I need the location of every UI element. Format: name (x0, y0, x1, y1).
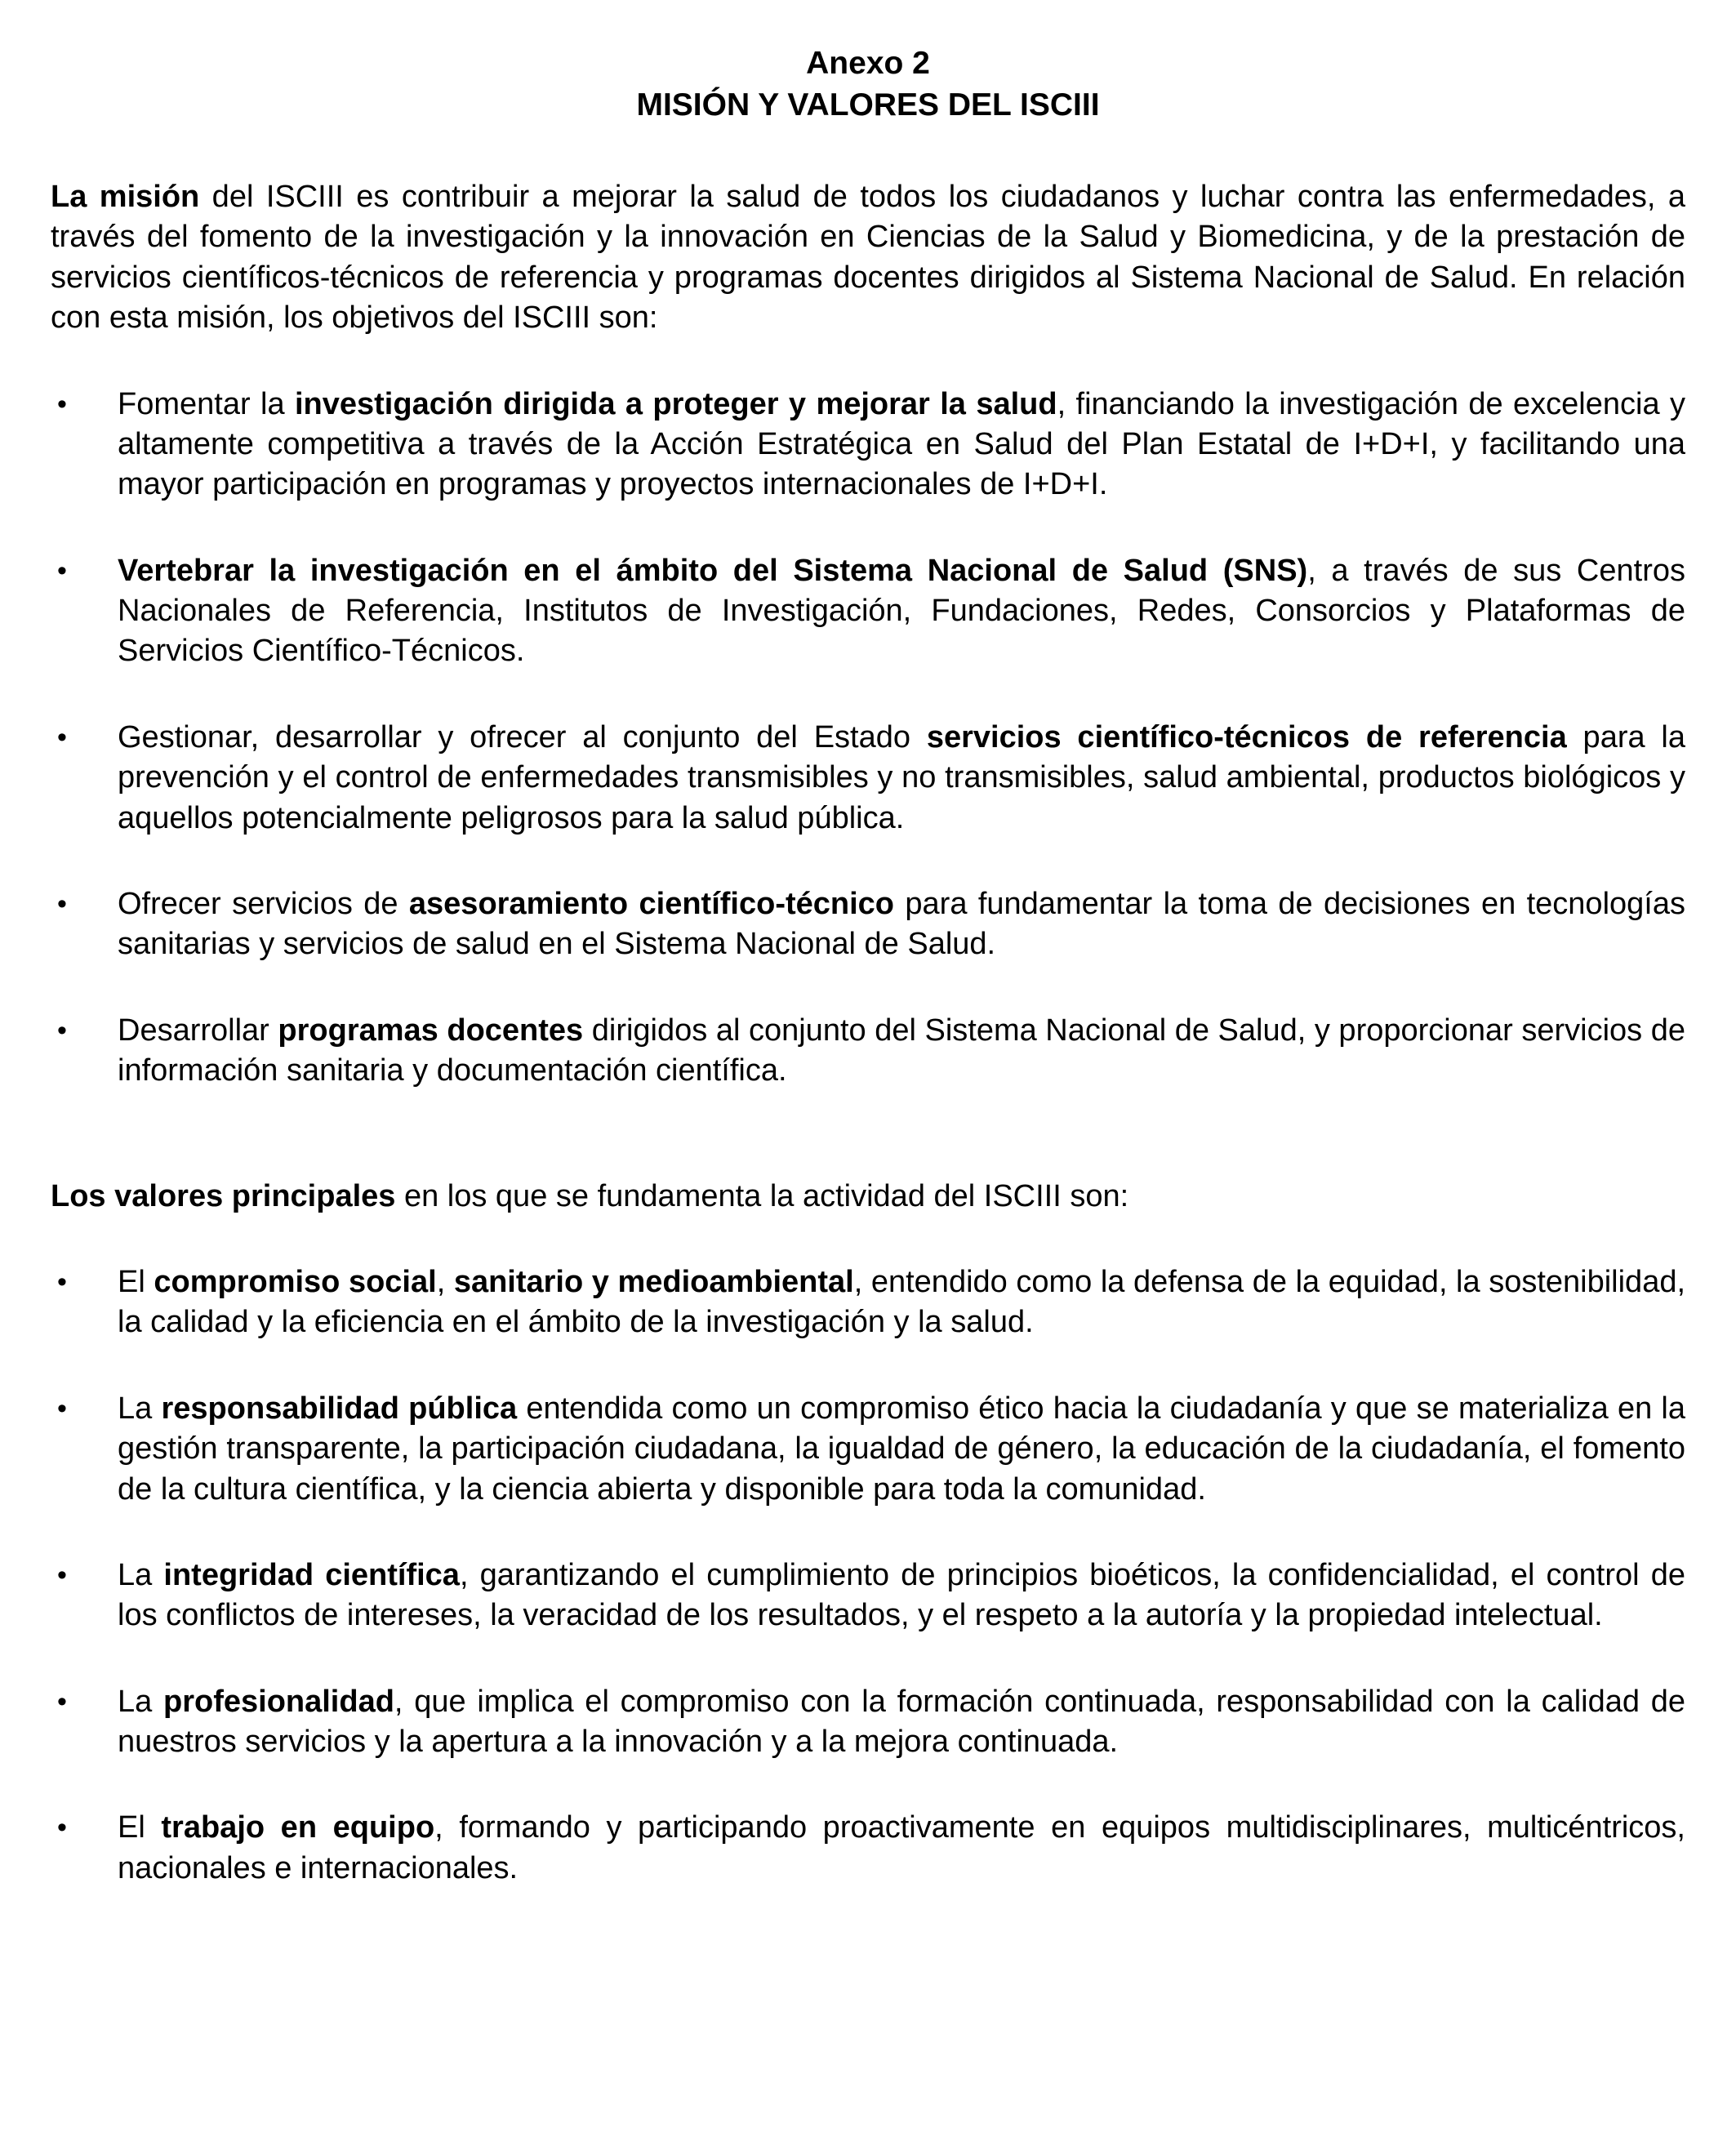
bullet-marker: • (57, 1392, 67, 1424)
bullet-marker: • (57, 388, 67, 420)
list-item (51, 1808, 1685, 1889)
document-header (51, 42, 1685, 127)
list-item (51, 1682, 1685, 1763)
list-item (51, 551, 1685, 672)
bullet-marker: • (57, 888, 67, 920)
bullet-marker: • (57, 554, 67, 586)
list-item (51, 1262, 1685, 1343)
values-intro-paragraph: Los valores principales en los que se fundamenta la actividad del ISCIII son: (51, 1178, 1129, 1213)
bullet-marker: • (57, 1014, 67, 1046)
list-item (51, 1556, 1685, 1636)
value-item-text: La responsabilidad pública entendida como un compromiso ético hacia la ciudadanía y que se materializa en la gestión transparente, la participación ciudadana, la igualdad de género, la educación de la ciudadanía, el fomento de la cultura científica, y la ciencia abierta y disponible para toda la comunidad. (118, 1391, 1686, 1507)
objective-item-text: Desarrollar programas docentes dirigidos al conjunto del Sistema Nacional de Salud, y proporcionar servicios de información sanitaria y documentación científica. (118, 1013, 1685, 1088)
list-item (51, 385, 1685, 505)
mission-intro-paragraph: La misión del ISCIII es contribuir a mejorar la salud de todos los ciudadanos y luchar contra las enfermedades, a través del fomento de la investigación y la innovación en Ciencias de la Salud y Biomedicina, y de la prestación de servicios científicos-técnicos de referencia y programas docentes dirigidos al Sistema Nacional de Salud. En relación con esta misión, los objetivos del ISCIII son: (51, 179, 1685, 336)
document-title: Anexo 2 (806, 46, 930, 81)
list-item (51, 1011, 1685, 1092)
bullet-marker: • (57, 1266, 67, 1298)
objective-item-text: Fomentar la investigación dirigida a proteger y mejorar la salud, financiando la investigación de excelencia y altamente competitiva a través de la Acción Estratégica en Salud del Plan Estatal de I+D+I, y facilitando una mayor participación en programas y proyectos internacionales de I+D+I. (118, 386, 1685, 502)
values-list (51, 1262, 1685, 1889)
value-item-text: El trabajo en equipo, formando y participando proactivamente en equipos multidisciplinares, multicéntricos, nacionales e internacionales. (118, 1810, 1685, 1885)
objective-item-text: Gestionar, desarrollar y ofrecer al conjunto del Estado servicios científico-técnicos de referencia para la prevención y el control de enfermedades transmisibles y no transmisibles, salud ambiental, productos biológicos y aquellos potencialmente peligrosos para la salud pública. (118, 719, 1686, 835)
list-item (51, 718, 1685, 839)
bullet-marker: • (57, 1685, 67, 1717)
objective-item-text: Vertebrar la investigación en el ámbito del Sistema Nacional de Salud (SNS), a través de sus Centros Nacionales de Referencia, Institutos de Investigación, Fundaciones, Redes, Consorcios y Plataformas de Servicios Científico-Técnicos. (118, 553, 1685, 669)
value-item-text: El compromiso social, sanitario y medioambiental, entendido como la defensa de la equidad, la sostenibilidad, la calidad y la eficiencia en el ámbito de la investigación y la salud. (118, 1264, 1686, 1340)
objective-item-text: Ofrecer servicios de asesoramiento científico-técnico para fundamentar la toma de decisiones en tecnologías sanitarias y servicios de salud en el Sistema Nacional de Salud. (118, 887, 1685, 962)
bullet-marker: • (57, 721, 67, 753)
bullet-marker: • (57, 1812, 67, 1844)
objectives-list (51, 385, 1685, 1092)
value-item-text: La profesionalidad, que implica el compromiso con la formación continuada, responsabilidad con la calidad de nuestros servicios y la apertura a la innovación y a la mejora continuada. (118, 1684, 1685, 1760)
list-item (51, 884, 1685, 965)
bullet-marker: • (57, 1559, 67, 1591)
document-subtitle: MISIÓN Y VALORES DEL ISCIII (636, 87, 1100, 123)
list-item (51, 1389, 1685, 1510)
value-item-text: La integridad científica, garantizando el cumplimiento de principios bioéticos, la confidencialidad, el control de los conflictos de intereses, la veracidad de los resultados, y el respeto a la autoría y la propiedad intelectual. (118, 1557, 1685, 1633)
